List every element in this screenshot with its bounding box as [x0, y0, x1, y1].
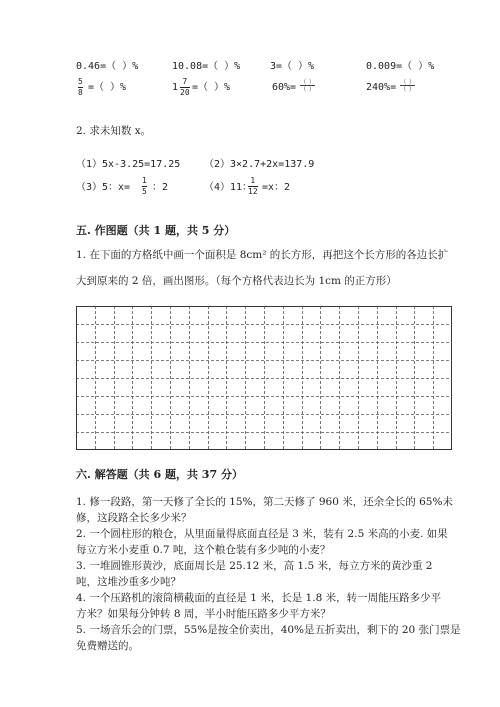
blank-fraction-240	[400, 79, 415, 92]
blank-denominator: （ ）	[300, 85, 316, 93]
section-5-question-line-2: 大到原来的 2 倍，画出图形。（每个方格代表边长为 1cm 的正方形）	[76, 275, 397, 287]
q5-line-2: 免费赠送的。	[76, 640, 139, 652]
fraction-1-5	[142, 177, 147, 196]
section-5-heading: 五. 作图题（共 1 题，共 5 分）	[76, 224, 236, 237]
conversion-mixed-rest: =（ ）%	[192, 82, 231, 93]
fraction-denominator: 20	[180, 88, 190, 97]
fraction-denominator: 12	[248, 187, 258, 196]
conversion-5-8-rest: =（ ）%	[88, 82, 127, 93]
fraction-1-12	[248, 177, 258, 196]
fraction-denominator: 5	[142, 187, 147, 196]
section-2-title: 2. 求未知数 x。	[76, 125, 152, 137]
section-5-question-line-1: 1. 在下面的方格纸中画一个面积是 8cm² 的长方形，再把这个长方形的各边长扩	[76, 249, 449, 261]
blank-denominator: （ ）	[400, 85, 416, 93]
percent-240: 240%=	[366, 82, 397, 93]
equation-3-prefix: （3）5：x=	[76, 182, 131, 193]
q1-line-2: 修，这段路全长多少米？	[76, 512, 192, 524]
q1-line-1: 1. 修一段路，第一天修了全长的 15%，第二天修了 960 米，还余全长的 65%未	[76, 496, 453, 508]
square-grid-paper[interactable]	[76, 306, 452, 450]
q3-line-2: 吨，这堆沙重多少吨？	[76, 576, 181, 588]
conversion-0.009: 0.009=（ ）%	[366, 61, 435, 72]
percent-60: 60%=	[272, 82, 297, 93]
blank-fraction-60	[300, 79, 315, 92]
equation-2: （2）3×2.7+2x=137.9	[204, 159, 315, 170]
section-6-heading: 六. 解答题（共 6 题，共 37 分）	[76, 468, 243, 481]
mixed-number-whole: 1	[172, 82, 179, 93]
q5-line-1: 5. 一场音乐会的门票，55%是按全价卖出，40%是五折卖出，剩下的 20 张门票是	[76, 624, 461, 636]
q2-line-2: 每立方米小麦重 0.7 吨，这个粮仓装有多少吨的小麦？	[76, 544, 331, 556]
q2-line-1: 2. 一个圆柱形的粮仓，从里面量得底面直径是 3 米，装有 2.5 米高的小麦. 如果	[76, 528, 448, 540]
fraction-5-8	[78, 78, 83, 97]
conversion-10.08: 10.08=（ ）%	[172, 61, 241, 72]
equation-1: （1）5x-3.25=17.25	[76, 159, 181, 170]
fraction-7-20	[180, 78, 190, 97]
fraction-numerator: 5	[78, 77, 83, 86]
fraction-numerator: 7	[182, 77, 188, 86]
equation-4-prefix: （4）11：	[204, 182, 253, 193]
equation-4-suffix: =x：2	[262, 182, 291, 193]
blank-numerator: （ ）	[300, 78, 316, 86]
q3-line-1: 3. 一堆圆锥形黄沙，底面周长是 25.12 米，高 1.5 米，每立方米的黄沙重 2	[76, 560, 433, 572]
blank-numerator: （ ）	[400, 78, 416, 86]
fraction-denominator: 8	[78, 88, 83, 97]
fraction-numerator: 1	[250, 176, 256, 185]
conversion-0.46: 0.46=（ ）%	[76, 61, 139, 72]
q4-line-1: 4. 一个压路机的滚筒横截面的直径是 1 米，长是 1.8 米，转一周能压路多少平	[76, 592, 442, 604]
q4-line-2: 方米？如果每分钟转 8 周，半小时能压路多少平方米？	[76, 608, 331, 620]
equation-3-suffix: ：2	[152, 182, 169, 193]
conversion-3: 3=（ ）%	[270, 61, 315, 72]
fraction-numerator: 1	[142, 176, 147, 185]
